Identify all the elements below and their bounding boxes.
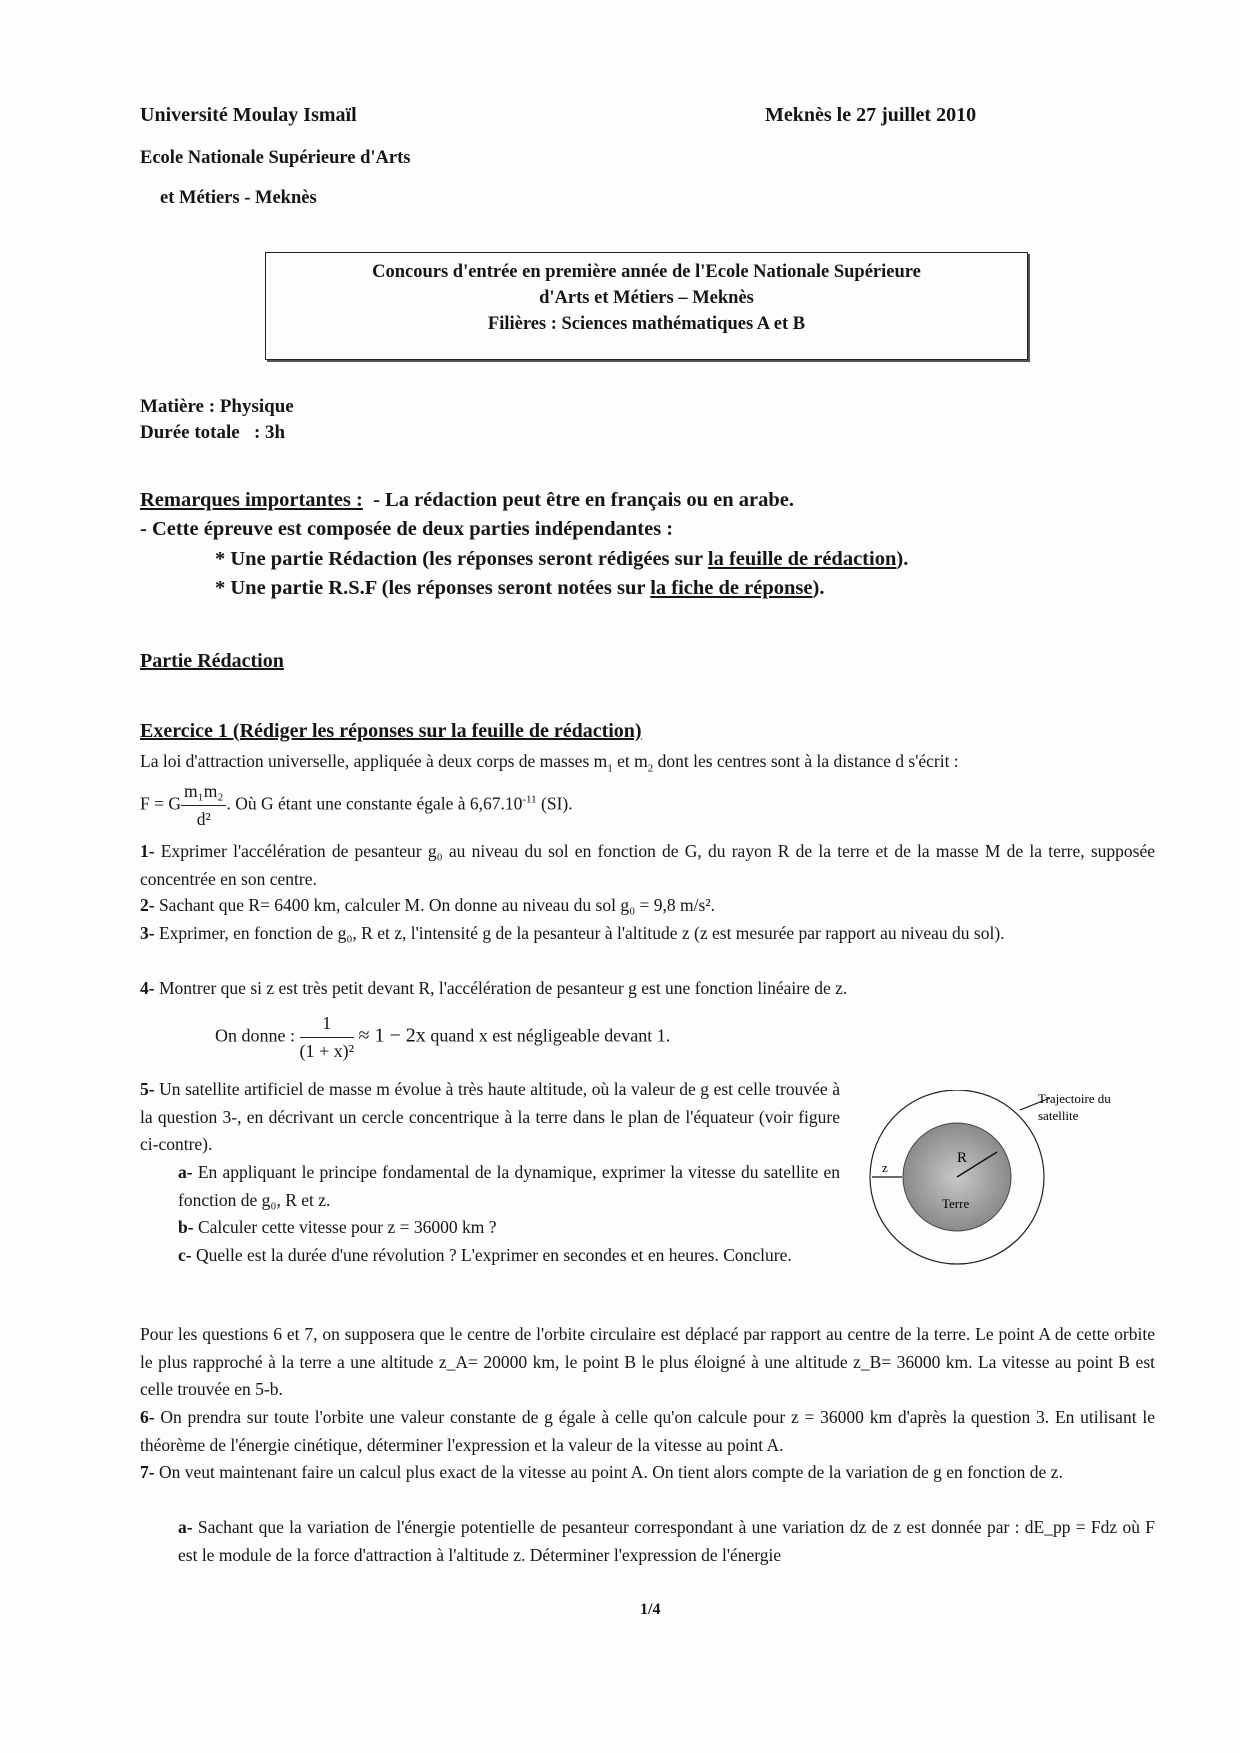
text: et m	[612, 751, 648, 771]
denominator: d²	[196, 809, 211, 829]
box-line3: Filières : Sciences mathématiques A et B	[487, 314, 806, 334]
gravitation-formula	[140, 778, 573, 833]
q-number: 3-	[140, 923, 155, 943]
q-number: 6-	[140, 1407, 155, 1427]
school-line2: et Métiers - Meknès	[160, 188, 317, 208]
remarks-line1	[140, 489, 794, 512]
subject: Matière : Physique	[140, 396, 294, 417]
text: F = G	[140, 793, 181, 814]
fraction	[181, 778, 226, 833]
text: la feuille de rédaction	[707, 548, 897, 570]
text: * Une partie Rédaction (les réponses seront rédigées sur	[215, 548, 708, 570]
altitude-label: z	[882, 1160, 888, 1175]
text: . Où G étant une constante égale à 6,67.10	[226, 793, 523, 814]
q-number: 1-	[140, 841, 155, 861]
text: la fiche de réponse	[650, 577, 813, 599]
text: quand x est négligeable devant 1.	[425, 1025, 671, 1046]
orbit-paragraph: Pour les questions 6 et 7, on supposera que le centre de l'orbite circulaire est déplacé par rapport au centre de la terre. Le point A de cette orbite le plus rapproché à la terre a une altitude z_A= 20000 km, le point B le plus éloigné à une altitude z_B= 36000 km. La vitesse au point B est celle trouvée en 5-b.	[140, 1324, 1155, 1399]
trajectory-label: Trajectoire du	[1038, 1091, 1111, 1106]
q-number: 2-	[140, 895, 155, 915]
text: dont les centres sont à la distance d s'écrit :	[653, 751, 959, 771]
university-name: Université Moulay Ismaïl	[140, 104, 357, 126]
approximation-formula	[215, 1010, 670, 1065]
text: 1	[607, 762, 613, 775]
q-number: 7-	[140, 1462, 155, 1482]
box-line2: d'Arts et Métiers – Meknès	[539, 288, 754, 308]
q-text: Sachant que la variation de l'énergie potentielle de pesanteur correspondant à une variation dz de z est donnée par : dE_pp = Fdz où F est le module de la force d'attraction à l'altitude z. Déterminer l'expression de l'énergie	[178, 1517, 1155, 1565]
question-3	[140, 920, 1155, 948]
q-number: a-	[178, 1517, 193, 1537]
question-5c	[140, 1242, 840, 1270]
duration: Durée totale : 3h	[140, 422, 286, 443]
remark-rsf	[215, 577, 824, 600]
question-5b	[140, 1214, 840, 1242]
text: 2	[647, 762, 654, 775]
text: (SI).	[536, 793, 573, 814]
numerator: 1	[300, 1010, 355, 1038]
question-7	[140, 1459, 1155, 1487]
text: ).	[812, 577, 825, 599]
question-5	[140, 1076, 840, 1159]
satellite-orbit-figure	[860, 1090, 1140, 1270]
exam-date: Meknès le 27 juillet 2010	[765, 104, 977, 126]
question-6	[140, 1404, 1155, 1459]
text: La loi d'attraction universelle, appliquée à deux corps de masses m	[140, 751, 608, 771]
denominator: (1 + x)²	[299, 1041, 355, 1061]
q-text: Exprimer, en fonction de g₀, R et z, l'intensité g de la pesanteur à l'altitude z (z est mesurée par rapport au niveau du sol).	[154, 923, 1005, 943]
remark-language: - La rédaction peut être en français ou en arabe.	[362, 489, 795, 511]
q-text: En appliquant le principe fondamental de la dynamique, exprimer la vitesse du satellite en fonction de g₀, R et z.	[178, 1162, 840, 1210]
q-number: 5-	[140, 1079, 155, 1099]
q-number: a-	[178, 1162, 193, 1182]
text: On donne :	[215, 1025, 295, 1046]
page-number: 1/4	[640, 1601, 661, 1618]
numerator: m₁m₂	[181, 778, 226, 806]
q-number: c-	[178, 1245, 192, 1265]
text: -11	[522, 793, 537, 806]
q-text: On prendra sur toute l'orbite une valeur constante de g égale à celle qu'on calcule pour z = 36000 km d'après la question 3. En utilisant le théorème de l'énergie cinétique, déterminer l'expression et la valeur de la vitesse au point A.	[140, 1407, 1155, 1455]
question-1	[140, 838, 1155, 893]
remark-redaction	[215, 548, 908, 571]
fraction	[300, 1010, 355, 1065]
q-text: On veut maintenant faire un calcul plus exact de la vitesse au point A. On tient alors compte de la variation de g en fonction de z.	[154, 1462, 1063, 1482]
text: ≈ 1 − 2x	[358, 1024, 426, 1047]
text: * Une partie R.S.F (les réponses seront notées sur	[215, 577, 651, 599]
box-line1: Concours d'entrée en première année de l'Ecole Nationale Supérieure	[372, 262, 921, 282]
q-text: Quelle est la durée d'une révolution ? L'exprimer en secondes et en heures. Conclure.	[191, 1245, 792, 1265]
q-text: Sachant que R= 6400 km, calculer M. On donne au niveau du sol g₀ = 9,8 m/s².	[154, 895, 715, 915]
remark-parts: - Cette épreuve est composée de deux parties indépendantes :	[140, 518, 674, 540]
q-number: b-	[178, 1217, 194, 1237]
school-line1: Ecole Nationale Supérieure d'Arts	[140, 148, 411, 168]
text: ).	[896, 548, 909, 570]
question-2	[140, 892, 1155, 920]
question-5a	[140, 1159, 840, 1214]
exam-title-box	[265, 252, 1028, 360]
q-text: Un satellite artificiel de masse m évolue à très haute altitude, où la valeur de g est celle trouvée à la question 3-, en décrivant un cercle concentrique à la terre dans le plan de l'équateur (voir figure ci-contre).	[140, 1079, 840, 1154]
trajectory-label-2: satellite	[1038, 1108, 1079, 1123]
q-text: Exprimer l'accélération de pesanteur g₀ au niveau du sol en fonction de G, du rayon R de la terre et de la masse M de la terre, supposée concentrée en son centre.	[140, 841, 1155, 889]
q-text: Montrer que si z est très petit devant R, l'accélération de pesanteur g est une fonction linéaire de z.	[154, 978, 848, 998]
section-title: Partie Rédaction	[140, 650, 284, 672]
q-text: Calculer cette vitesse pour z = 36000 km ?	[193, 1217, 497, 1237]
exercise-title: Exercice 1 (Rédiger les réponses sur la feuille de rédaction)	[140, 720, 642, 742]
earth-label: Terre	[942, 1196, 970, 1211]
remarks-label: Remarques importantes :	[140, 489, 363, 511]
question-4	[140, 975, 1155, 1003]
q-number: 4-	[140, 978, 155, 998]
radius-label: R	[957, 1150, 968, 1166]
question-7a	[140, 1514, 1155, 1569]
